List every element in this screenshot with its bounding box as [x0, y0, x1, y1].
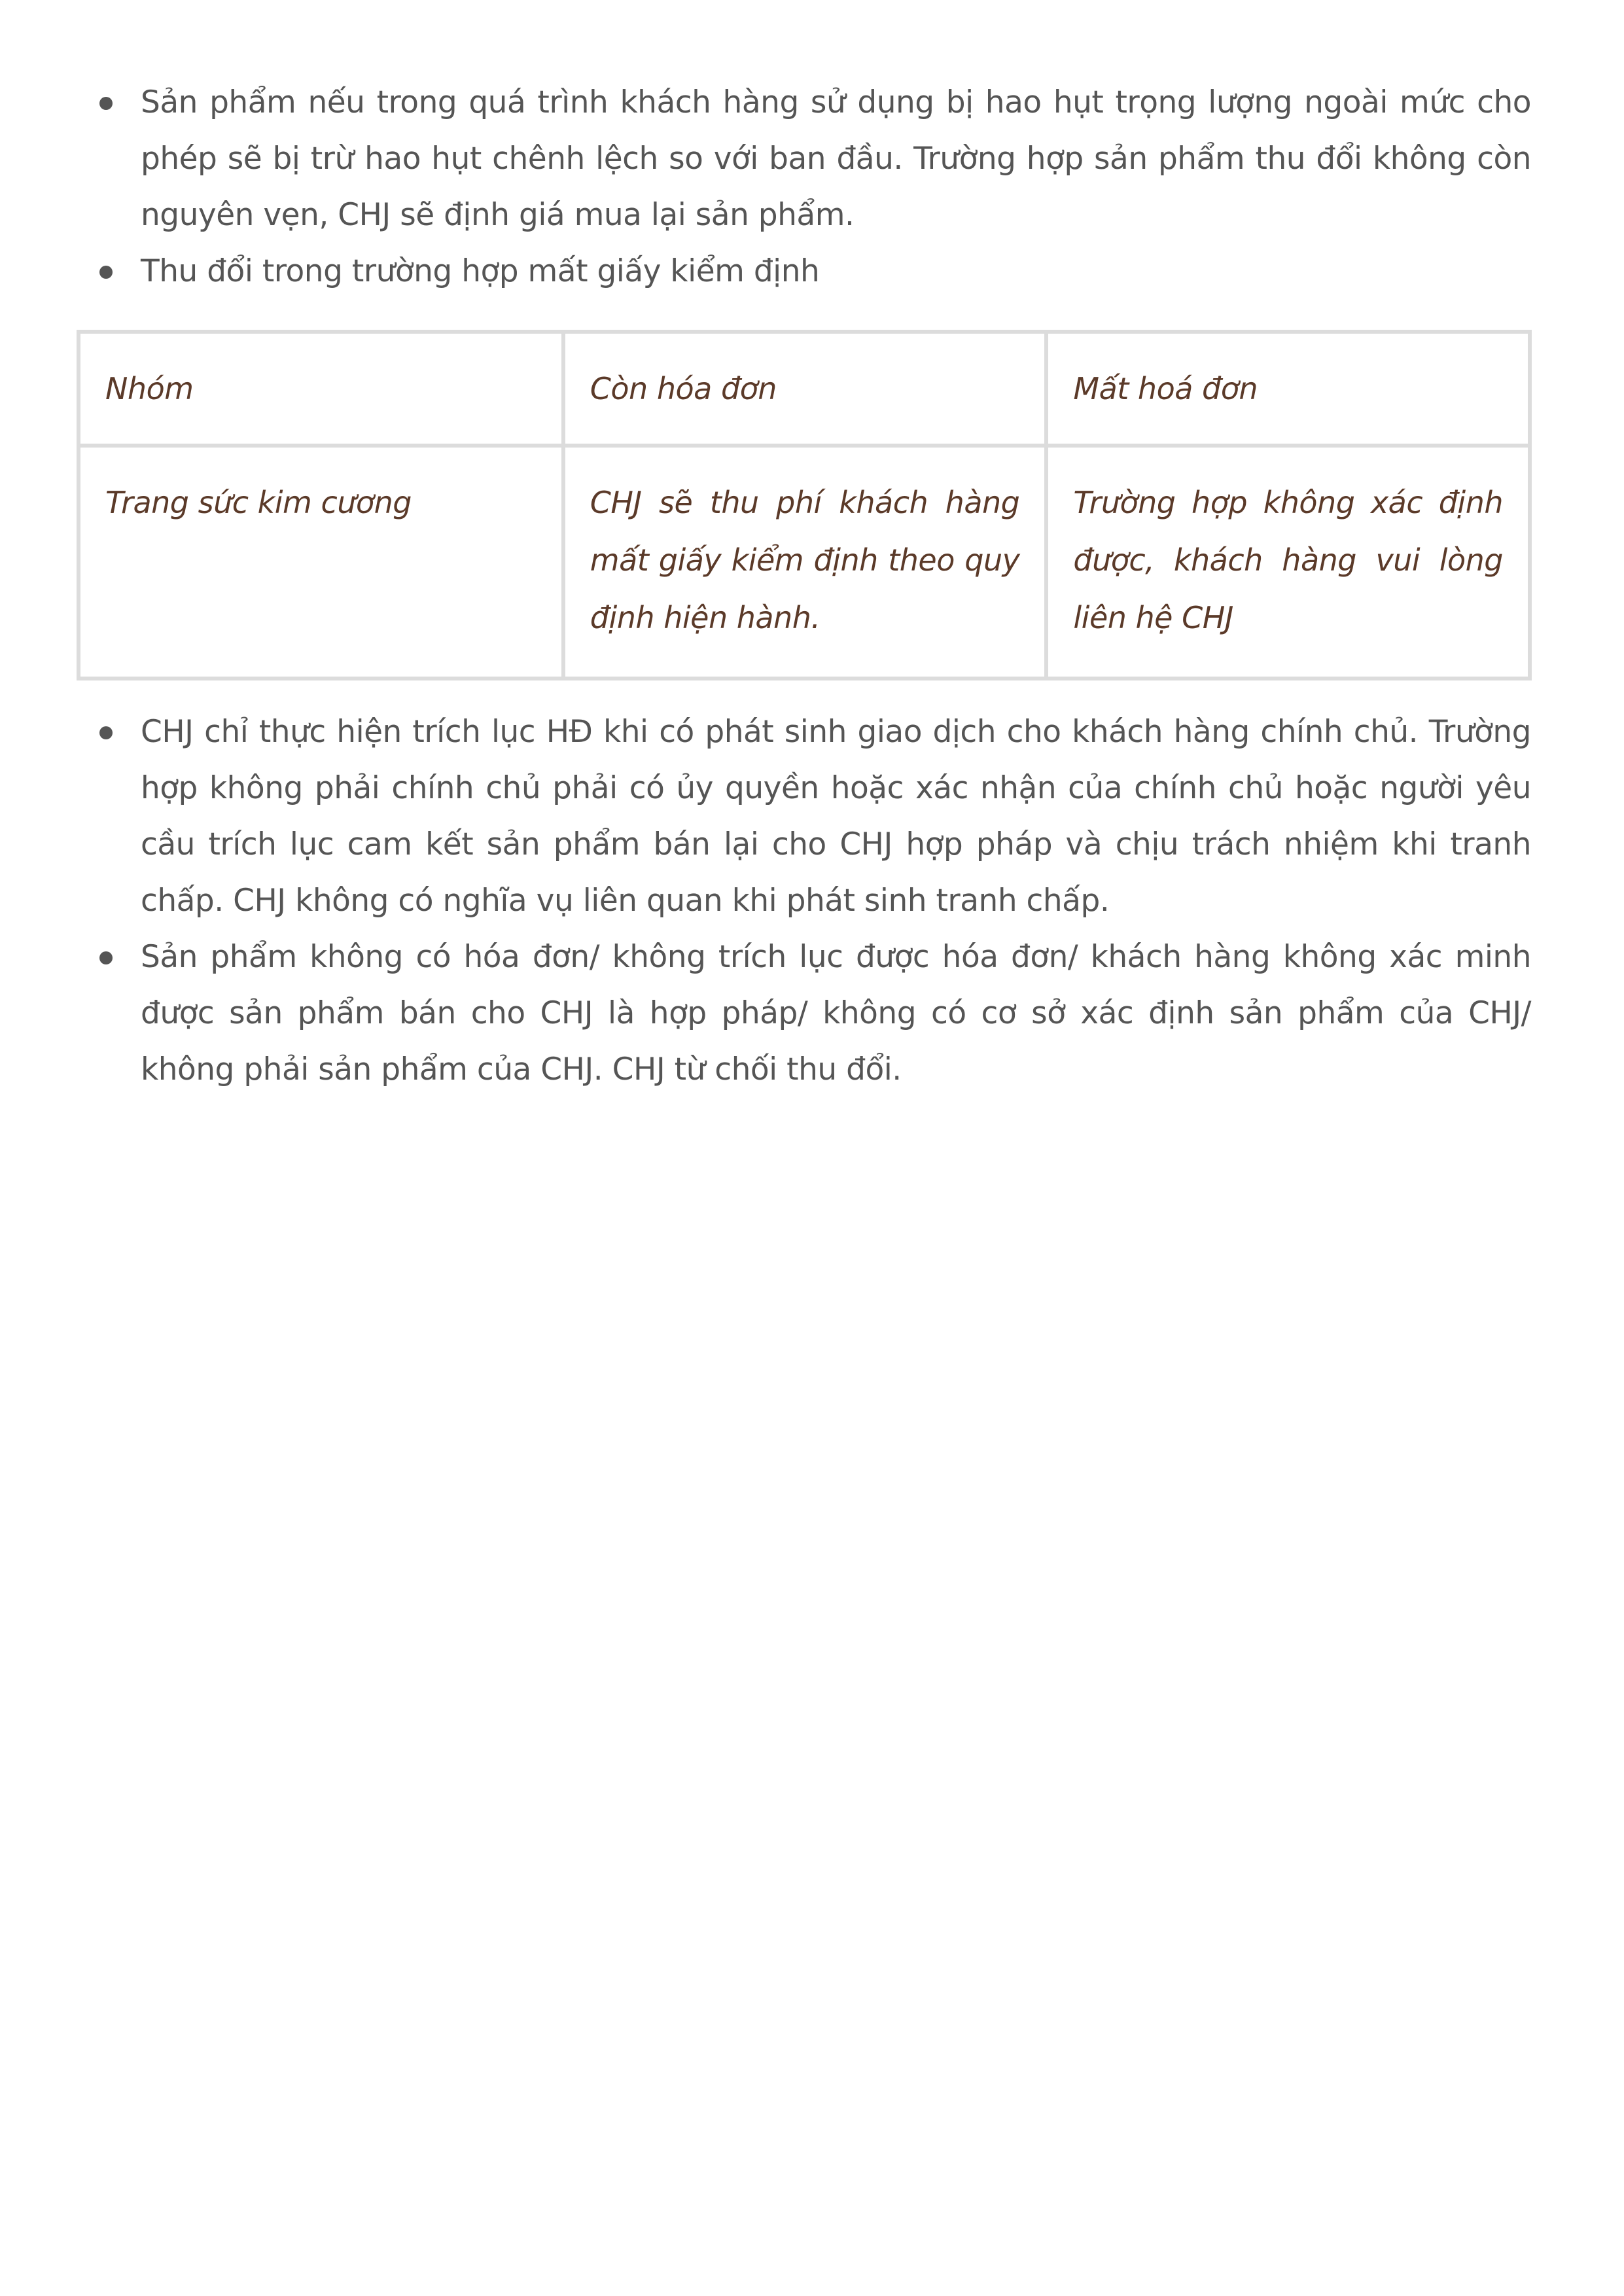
list-item-text: Sản phẩm không có hóa đơn/ không trích lục được hóa đơn/ khách hàng không xác minh được sản phẩm bán cho CHJ là hợp pháp/ không có cơ sở xác định sản phẩm của CHJ/ không phải sản phẩm của CHJ. CHJ từ chối thu đổi. [141, 939, 1531, 1087]
bullet-list-bottom [0, 704, 1531, 1098]
bullet-dot-icon [99, 726, 113, 739]
list-item [0, 929, 1531, 1098]
table-row [79, 446, 1530, 679]
bullet-list-top [0, 75, 1531, 300]
table-cell: Trường hợp không xác định được, khách hàng vui lòng liên hệ CHJ [1046, 446, 1530, 679]
table-header-row [79, 332, 1530, 446]
bullet-dot-icon [99, 97, 113, 110]
header-cell-group: Nhóm [79, 332, 563, 446]
list-item-text: Thu đổi trong trường hợp mất giấy kiểm định [141, 253, 820, 289]
list-item [0, 243, 1531, 300]
bullet-dot-icon [99, 266, 113, 279]
table-cell: CHJ sẽ thu phí khách hàng mất giấy kiểm định theo quy định hiện hành. [563, 446, 1047, 679]
header-cell-lost-invoice: Mất hoá đơn [1046, 332, 1530, 446]
bullet-dot-icon [99, 951, 113, 964]
list-item-text: Sản phẩm nếu trong quá trình khách hàng sử dụng bị hao hụt trọng lượng ngoài mức cho phép sẽ bị trừ hao hụt chênh lệch so với ban đầu. Trường hợp sản phẩm thu đổi không còn nguyên vẹn, CHJ sẽ định giá mua lại sản phẩm. [141, 84, 1531, 233]
lost-certificate-table [77, 330, 1532, 680]
header-cell-with-invoice: Còn hóa đơn [563, 332, 1047, 446]
list-item [0, 704, 1531, 929]
list-item [0, 75, 1531, 243]
list-item-text: CHJ chỉ thực hiện trích lục HĐ khi có phát sinh giao dịch cho khách hàng chính chủ. Trường hợp không phải chính chủ phải có ủy quyền hoặc xác nhận của chính chủ hoặc người yêu cầu trích lục cam kết sản phẩm bán lại cho CHJ hợp pháp và chịu trách nhiệm khi tranh chấp. CHJ không có nghĩa vụ liên quan khi phát sinh tranh chấp. [141, 714, 1531, 919]
table-cell: Trang sức kim cương [79, 446, 563, 679]
